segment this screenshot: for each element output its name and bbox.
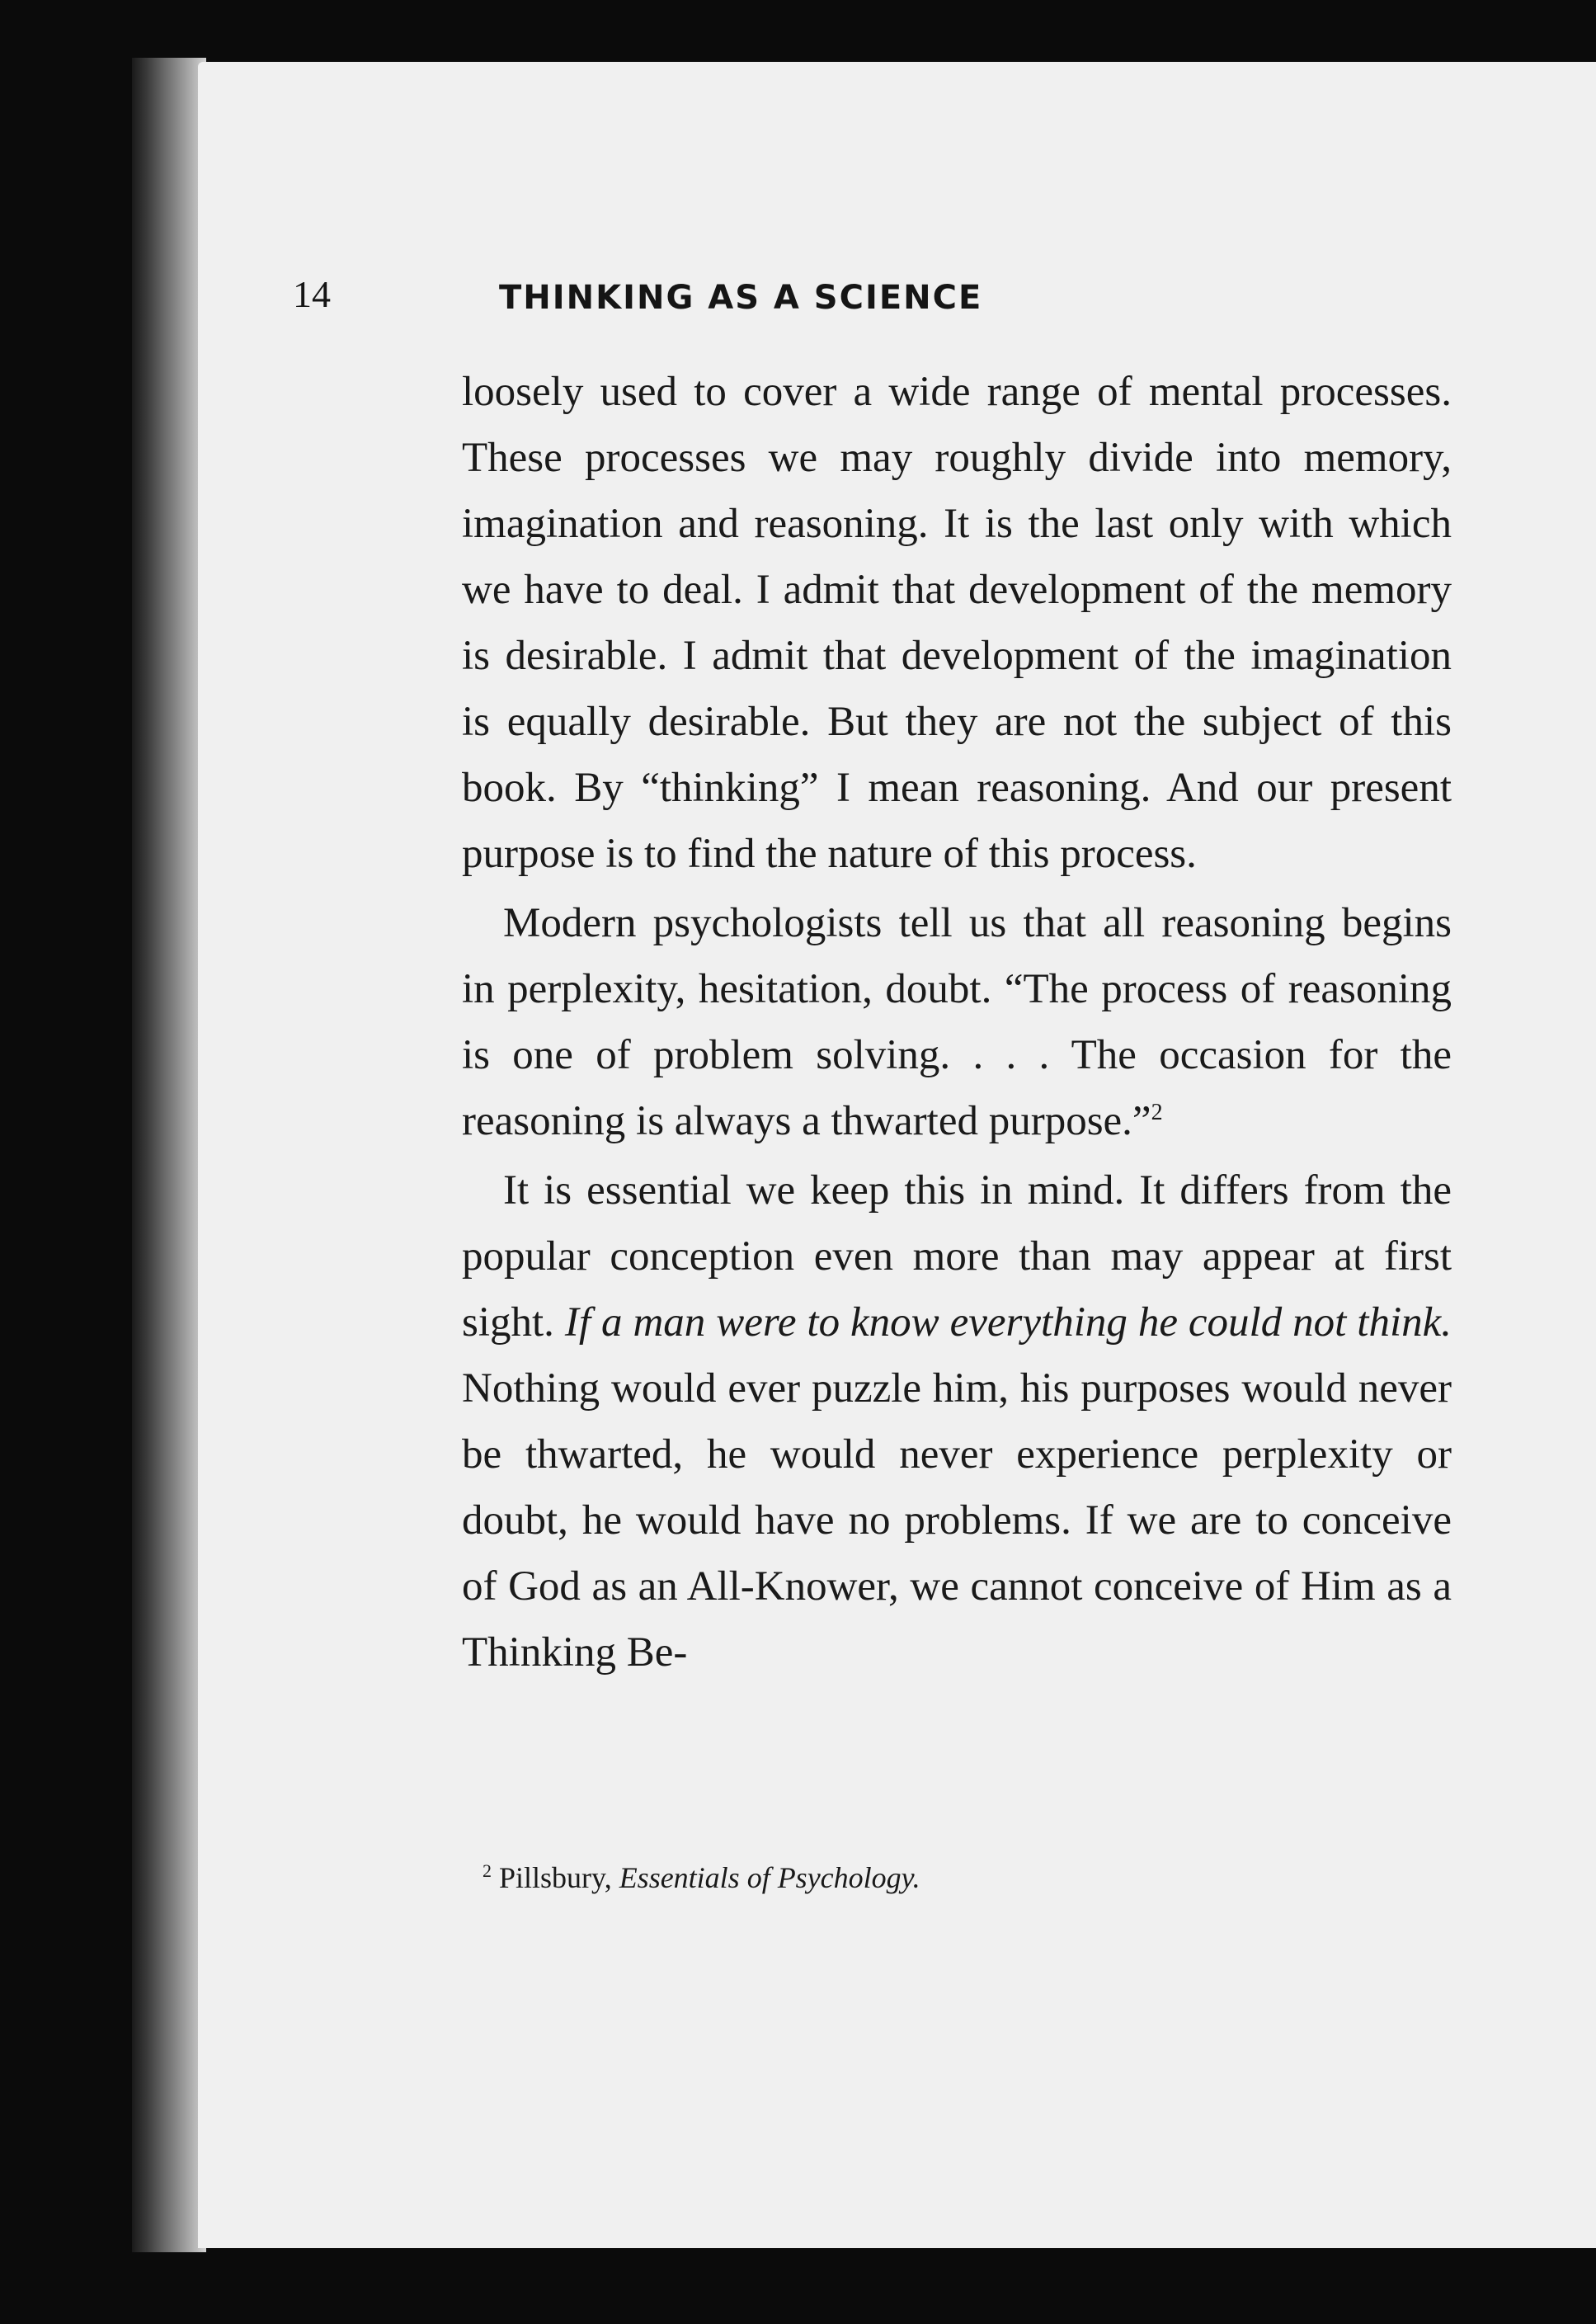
page-number: 14	[293, 273, 331, 315]
footnote-author: Pillsbury,	[499, 1861, 612, 1894]
footnote-title: Essentials of Psychology.	[619, 1861, 920, 1894]
paragraph-1	[462, 359, 1452, 887]
paragraph-2	[462, 890, 1452, 1154]
paragraph-3-text-end: Nothing would ever puzzle him, his purposes would never be thwarted, he would never experience perplexity or doubt, he would have no problems. If we are to conceive of God as an All-Knower, we cannot conceive of Him as a Thinking Be-	[462, 1365, 1452, 1676]
paragraph-3	[462, 1157, 1452, 1685]
footnote-mark: 2	[483, 1860, 492, 1881]
paragraph-2-text: Modern psychologists tell us that all reasoning begins in perplexity, hesitation, doubt. “The process of reasoning is one of problem solving. . . . The occasion for the reasoning is always a thwarted purpose.”	[462, 900, 1452, 1144]
footnote-reference: 2	[1151, 1100, 1163, 1125]
footnote	[483, 1860, 1390, 1895]
page-header	[293, 272, 1262, 330]
body-text	[462, 359, 1452, 1685]
running-head: THINKING AS A SCIENCE	[499, 279, 983, 317]
book-spine-edge	[132, 58, 206, 2252]
paragraph-1-text: loosely used to cover a wide range of mental processes. These processes we may roughly divide into memory, imagination and reasoning. It is the last only with which we have to deal. I admit that development of the memory is desirable. I admit that development of the imagination is equally desirable. But they are not the subject of this book. By “thinking” I mean reasoning. And our present purpose is to find the nature of this process.	[462, 369, 1452, 877]
paragraph-3-text-start: It is essential we keep this in mind. It differs from the popular conception even more than may appear at first sight.	[462, 1167, 1452, 1346]
paragraph-3-italic-text: If a man were to know everything he could not think.	[564, 1299, 1452, 1346]
